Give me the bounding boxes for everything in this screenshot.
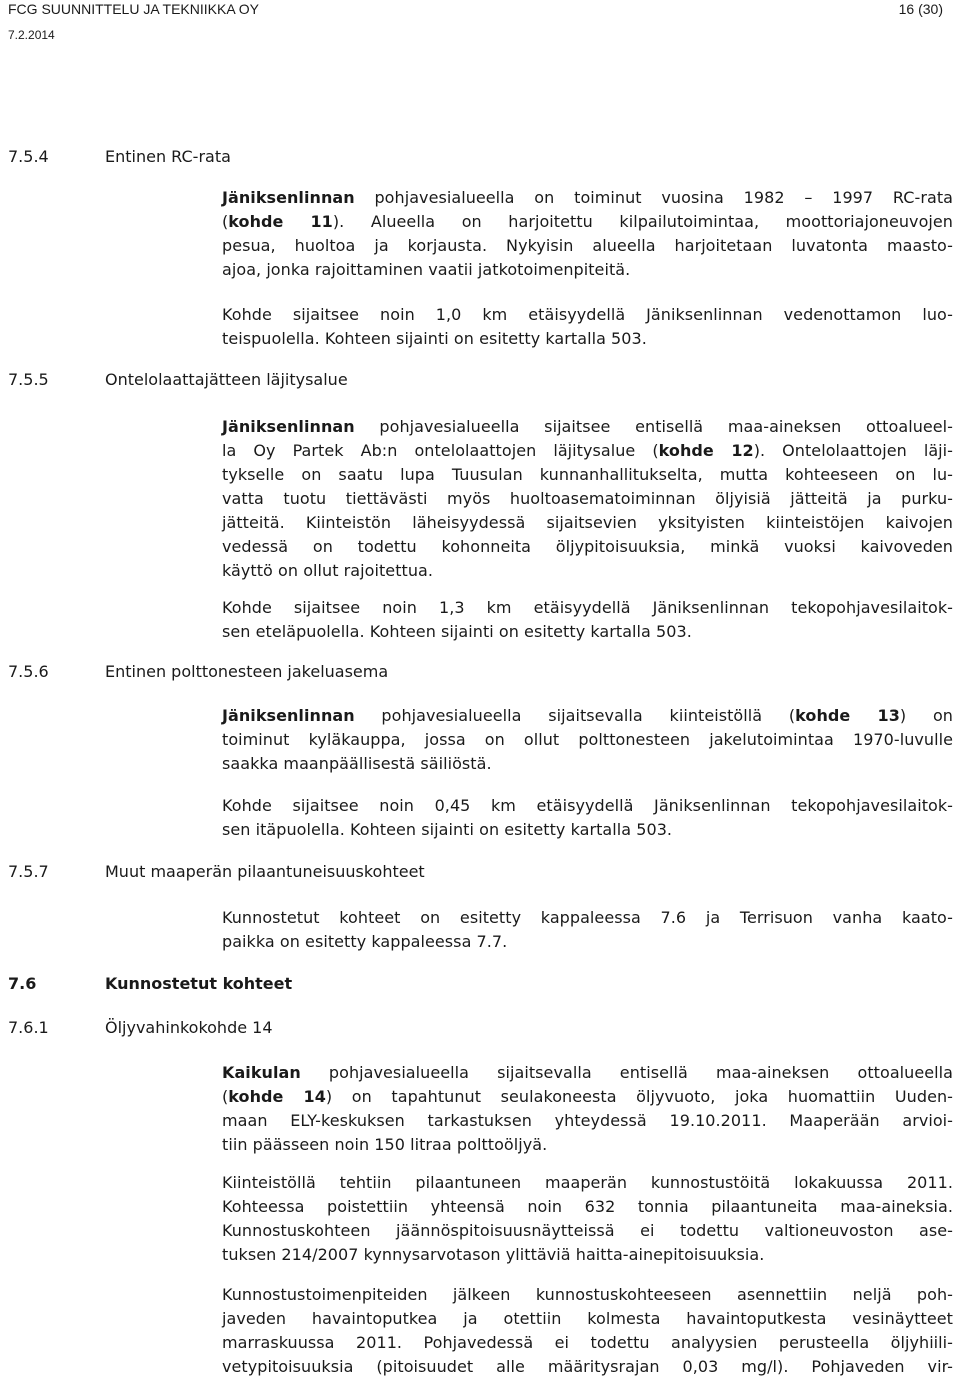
text-line bbox=[222, 1085, 953, 1109]
text-line bbox=[222, 210, 953, 234]
text-run: Kiinteistöllä tehtiin pilaantuneen maaperän kunnostustöitä lokakuussa 2011. bbox=[222, 1173, 953, 1192]
text-run: Kohde sijaitsee noin 1,0 km etäisyydellä Jäniksenlinnan vedenottamon luo- bbox=[222, 305, 953, 324]
section-heading bbox=[8, 146, 568, 168]
section-number: 7.5.6 bbox=[8, 662, 49, 681]
paragraph bbox=[222, 1061, 953, 1157]
text-line bbox=[222, 1109, 953, 1133]
section-title: Entinen RC-rata bbox=[105, 147, 231, 166]
text-line bbox=[222, 1355, 953, 1379]
bold-text: kohde 11 bbox=[228, 212, 333, 231]
paragraph bbox=[222, 303, 953, 351]
section-heading bbox=[8, 973, 568, 995]
paragraph bbox=[222, 794, 953, 842]
bold-text: kohde 12 bbox=[658, 441, 754, 460]
text-run: käyttö on ollut rajoitettua. bbox=[222, 561, 434, 580]
document-date: 7.2.2014 bbox=[8, 28, 55, 42]
text-run: Kunnostustoimenpiteiden jälkeen kunnostuskohteeseen asennettiin neljä poh- bbox=[222, 1285, 953, 1304]
section-number: 7.5.4 bbox=[8, 147, 49, 166]
text-line bbox=[222, 1171, 953, 1195]
section-title: Öljyvahinkokohde 14 bbox=[105, 1018, 273, 1037]
text-run: maan ELY-keskuksen tarkastuksen yhteydessä 19.10.2011. Maaperään arvioi- bbox=[222, 1111, 953, 1130]
text-line bbox=[222, 463, 953, 487]
paragraph bbox=[222, 1171, 953, 1267]
text-line bbox=[222, 415, 953, 439]
text-line bbox=[222, 620, 953, 644]
company-name: FCG SUUNNITTELU JA TEKNIIKKA OY bbox=[8, 1, 260, 17]
section-number: 7.6.1 bbox=[8, 1018, 49, 1037]
bold-text: kohde 13 bbox=[795, 706, 900, 725]
section-heading bbox=[8, 661, 568, 683]
section-heading bbox=[8, 369, 568, 391]
bold-text: Jäniksenlinnan bbox=[222, 706, 355, 725]
text-line bbox=[222, 1133, 953, 1157]
text-run: ) on tapahtunut seulakoneesta öljyvuoto, joka huomattiin Uuden- bbox=[325, 1087, 953, 1106]
text-line bbox=[222, 1307, 953, 1331]
text-run: Kohteessa poistettiin yhteensä noin 632 tonnia pilaantuneita maa-aineksia. bbox=[222, 1197, 953, 1216]
text-line bbox=[222, 1061, 953, 1085]
text-line bbox=[222, 906, 953, 930]
text-line bbox=[222, 1195, 953, 1219]
text-run: tykselle on saatu lupa Tuusulan kunnanhallitukselta, mutta kohteeseen on lu- bbox=[222, 465, 953, 484]
text-line bbox=[222, 1331, 953, 1355]
text-run: pesua, huoltoa ja korjausta. Nykyisin alueella harjoitetaan luvatonta maasto- bbox=[222, 236, 953, 255]
text-run: ( bbox=[222, 1087, 229, 1106]
section-title: Ontelolaattajätteen läjitysalue bbox=[105, 370, 348, 389]
text-run: pohjavesialueella on toiminut vuosina 1982 – 1997 RC-rata bbox=[354, 188, 953, 207]
text-line bbox=[222, 303, 953, 327]
text-line bbox=[222, 728, 953, 752]
text-line bbox=[222, 596, 953, 620]
text-line bbox=[222, 234, 953, 258]
paragraph bbox=[222, 415, 953, 583]
section-title: Kunnostetut kohteet bbox=[105, 974, 293, 993]
text-run: tuksen 214/2007 kynnysarvotason ylittäviä haitta-ainepitoisuuksia. bbox=[222, 1245, 765, 1264]
section-heading bbox=[8, 861, 568, 883]
text-run: pohjavesialueella sijaitsevalla kiinteistöllä ( bbox=[354, 706, 796, 725]
text-line bbox=[222, 794, 953, 818]
text-run: tiin päässeen noin 150 litraa polttoöljyä. bbox=[222, 1135, 548, 1154]
text-run: toiminut kyläkauppa, jossa on ollut polttonesteen jakelutoimintaa 1970-luvulle bbox=[222, 730, 953, 749]
text-line bbox=[222, 559, 953, 583]
text-run: ajoa, jonka rajoittaminen vaatii jatkotoimenpiteitä. bbox=[222, 260, 631, 279]
text-line bbox=[222, 1219, 953, 1243]
text-run: Kohde sijaitsee noin 1,3 km etäisyydellä Jäniksenlinnan tekopohjavesilaitok- bbox=[222, 598, 953, 617]
text-run: paikka on esitetty kappaleessa 7.7. bbox=[222, 932, 508, 951]
text-run: Kunnostuskohteen jäännöspitoisuusnäytteissä ei todettu valtioneuvoston ase- bbox=[222, 1221, 953, 1240]
text-run: ). Alueella on harjoitettu kilpailutoimintaa, moottoriajoneuvojen bbox=[332, 212, 953, 231]
bold-text: Jäniksenlinnan bbox=[222, 188, 355, 207]
text-run: sen eteläpuolella. Kohteen sijainti on esitetty kartalla 503. bbox=[222, 622, 692, 641]
paragraph bbox=[222, 1283, 953, 1379]
section-title: Muut maaperän pilaantuneisuuskohteet bbox=[105, 862, 425, 881]
paragraph bbox=[222, 186, 953, 282]
text-run: ). Ontelolaattojen läji- bbox=[753, 441, 953, 460]
text-run: ) on bbox=[899, 706, 953, 725]
text-run: saakka maanpäällisestä säiliöstä. bbox=[222, 754, 492, 773]
paragraph bbox=[222, 906, 953, 954]
text-line bbox=[222, 704, 953, 728]
text-line bbox=[222, 258, 953, 282]
text-run: sen itäpuolella. Kohteen sijainti on esitetty kartalla 503. bbox=[222, 820, 673, 839]
section-number: 7.5.7 bbox=[8, 862, 49, 881]
text-line bbox=[222, 752, 953, 776]
section-number: 7.6 bbox=[8, 974, 37, 993]
text-line bbox=[222, 327, 953, 351]
text-line bbox=[222, 439, 953, 463]
text-line bbox=[222, 511, 953, 535]
text-line bbox=[222, 930, 953, 954]
bold-text: Jäniksenlinnan bbox=[222, 417, 355, 436]
section-number: 7.5.5 bbox=[8, 370, 49, 389]
page-number: 16 (30) bbox=[898, 1, 943, 17]
section-title: Entinen polttonesteen jakeluasema bbox=[105, 662, 389, 681]
text-line bbox=[222, 186, 953, 210]
text-line bbox=[222, 1243, 953, 1267]
text-run: vatta tuotu tiettävästi myös huoltoasematoiminnan öljyisiä jätteitä ja purku- bbox=[222, 489, 953, 508]
text-run: vedessä on todettu kohonneita öljypitoisuuksia, minkä vuoksi kaivoveden bbox=[222, 537, 953, 556]
section-heading bbox=[8, 1017, 568, 1039]
paragraph bbox=[222, 704, 953, 776]
text-run: Kohde sijaitsee noin 0,45 km etäisyydellä Jäniksenlinnan tekopohjavesilaitok- bbox=[222, 796, 953, 815]
bold-text: kohde 14 bbox=[228, 1087, 326, 1106]
text-run: javeden havaintoputkea ja otettiin kolmesta havaintoputkesta vesinäytteet bbox=[222, 1309, 953, 1328]
text-run: pohjavesialueella sijaitsevalla entisellä maa-aineksen ottoalueella bbox=[300, 1063, 953, 1082]
text-line bbox=[222, 535, 953, 559]
text-run: ( bbox=[222, 212, 229, 231]
text-run: Kunnostetut kohteet on esitetty kappaleessa 7.6 ja Terrisuon vanha kaato- bbox=[222, 908, 953, 927]
text-run: jätteitä. Kiinteistön läheisyydessä sijaitsevien yksityisten kiinteistöjen kaivojen bbox=[222, 513, 953, 532]
text-line bbox=[222, 818, 953, 842]
text-run: pohjavesialueella sijaitsee entisellä maa-aineksen ottoalueel- bbox=[354, 417, 953, 436]
paragraph bbox=[222, 596, 953, 644]
text-line bbox=[222, 487, 953, 511]
header-left bbox=[8, 0, 608, 44]
text-run: vetypitoisuuksia (pitoisuudet alle määritysrajan 0,03 mg/l). Pohjaveden vir- bbox=[222, 1357, 953, 1376]
text-run: teispuolella. Kohteen sijainti on esitetty kartalla 503. bbox=[222, 329, 647, 348]
bold-text: Kaikulan bbox=[222, 1063, 301, 1082]
text-run: marraskuussa 2011. Pohjavedessä ei todettu analyysien perusteella öljyhiili- bbox=[222, 1333, 953, 1352]
text-line bbox=[222, 1283, 953, 1307]
text-run: la Oy Partek Ab:n ontelolaattojen läjitysalue ( bbox=[222, 441, 659, 460]
